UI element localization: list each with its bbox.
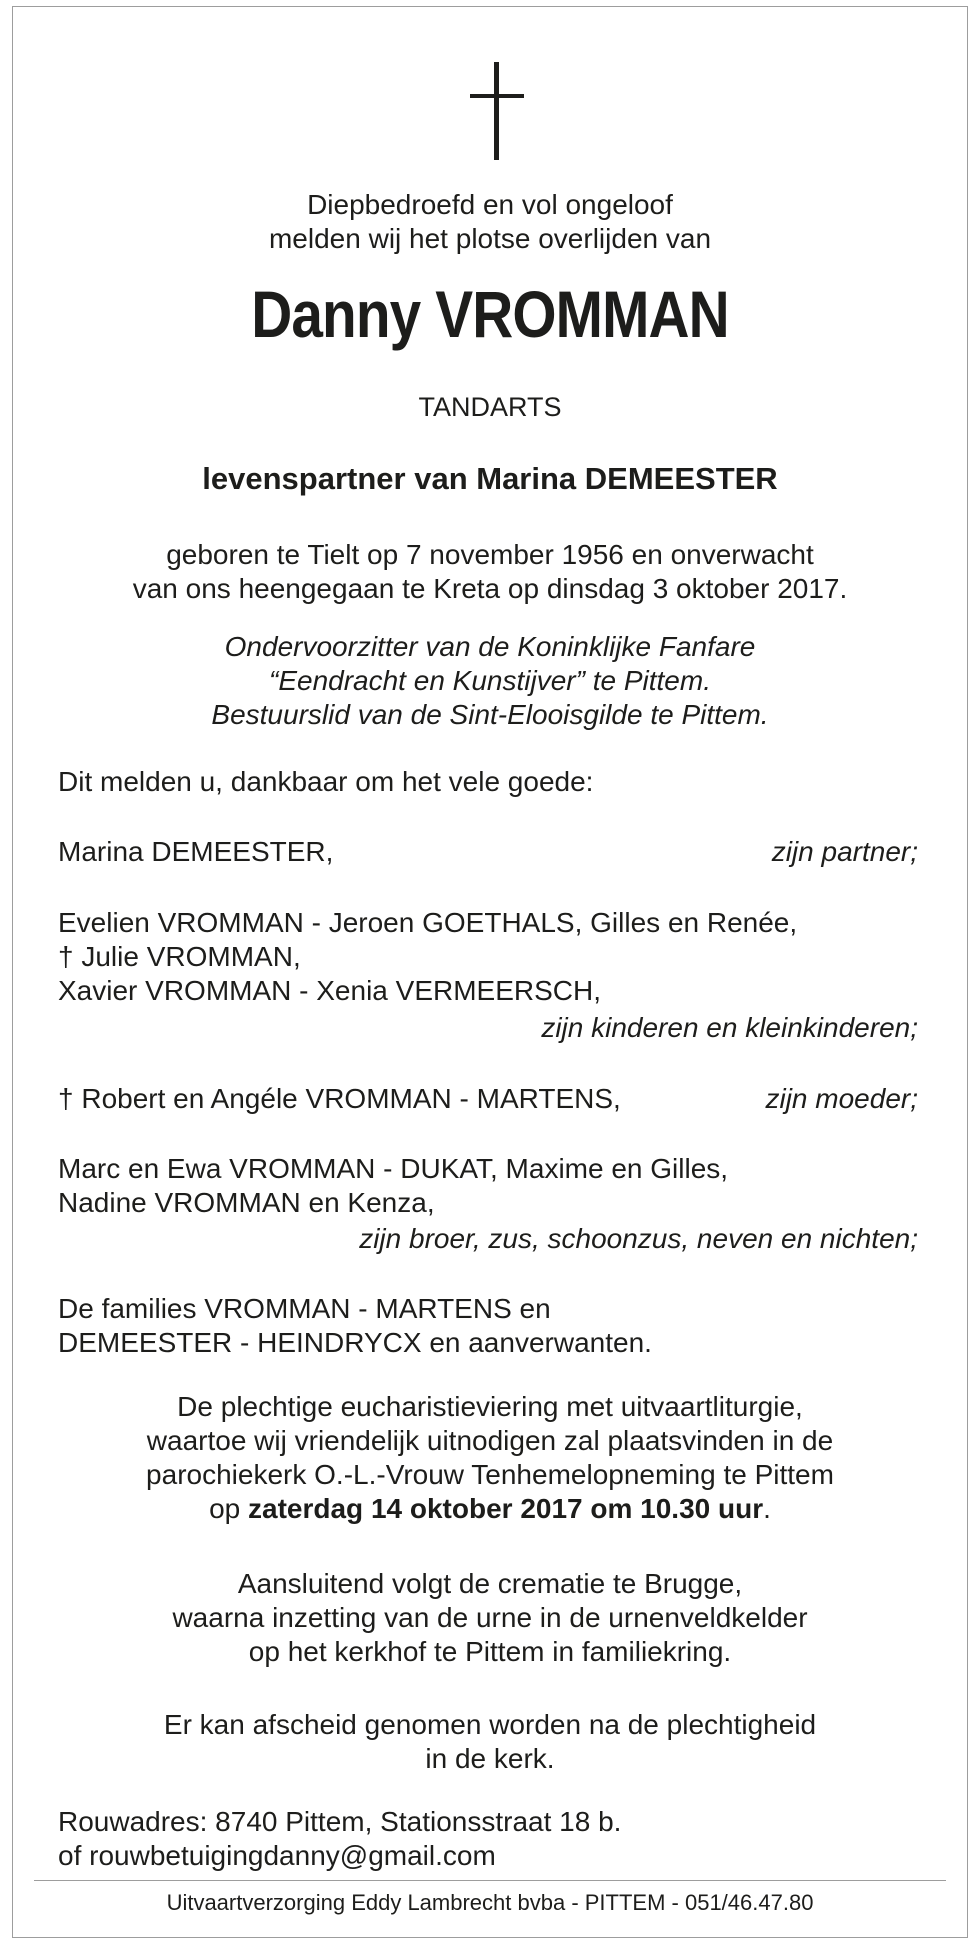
footer-divider bbox=[34, 1880, 946, 1881]
ceremony-text: De plechtige eucharistieviering met uitvaartliturgie, waartoe wij vriendelijk uitnodigen zal plaatsvinden in de parochiekerk O.-L.-Vrouw Tenhemelopneming te Pittem op zaterdag 14 oktober 2017 om 10.30 uur. bbox=[0, 1390, 980, 1526]
family-parents: † Robert en Angéle VROMMAN - MARTENS, bbox=[58, 1083, 621, 1114]
partner-line: levenspartner van Marina DEMEESTER bbox=[202, 461, 778, 496]
family-families: De families VROMMAN - MARTENS en DEMEESTER - HEINDRYCX en aanverwanten. bbox=[58, 1293, 652, 1358]
profession: TANDARTS bbox=[418, 392, 562, 422]
intro-text: Diepbedroefd en vol ongeloof melden wij het plotse overlijden van bbox=[268, 189, 712, 254]
footer-text: Uitvaartverzorging Eddy Lambrecht bvba - PITTEM - 051/46.47.80 bbox=[166, 1890, 814, 1915]
family-children-role: zijn kinderen en kleinkinderen; bbox=[541, 1012, 918, 1043]
family-partner-role: zijn partner; bbox=[771, 836, 918, 867]
farewell-text: Er kan afscheid genomen worden na de plechtigheid in de kerk. bbox=[163, 1709, 817, 1774]
family-siblings-role: zijn broer, zus, schoonzus, neven en nichten; bbox=[359, 1223, 918, 1254]
family-siblings: Marc en Ewa VROMMAN - DUKAT, Maxime en Gilles, Nadine VROMMAN en Kenza, bbox=[58, 1153, 729, 1218]
deceased-name: Danny VROMMAN bbox=[251, 277, 729, 351]
cross-icon bbox=[470, 62, 524, 160]
family-children: Evelien VROMMAN - Jeroen GOETHALS, Gilles en Renée, † Julie VROMMAN, Xavier VROMMAN - Xenia VERMEERSCH, bbox=[58, 907, 798, 1006]
birth-death-text: geboren te Tielt op 7 november 1956 en onverwacht van ons heengegaan te Kreta op dinsdag 3 oktober 2017. bbox=[132, 539, 848, 604]
family-partner-name: Marina DEMEESTER, bbox=[58, 836, 334, 867]
cremation-text: Aansluitend volgt de crematie te Brugge, waarna inzetting van de urne in de urnenveldkelder op het kerkhof te Pittem in familiekring. bbox=[172, 1568, 808, 1667]
roles-text: Ondervoorzitter van de Koninklijke Fanfare “Eendracht en Kunstijver” te Pittem. Bestuurslid van de Sint-Elooisgilde te Pittem. bbox=[211, 631, 769, 730]
ceremony-date: op zaterdag 14 oktober 2017 om 10.30 uur. bbox=[209, 1493, 771, 1524]
announce-text: Dit melden u, dankbaar om het vele goede: bbox=[58, 766, 594, 797]
family-parents-role: zijn moeder; bbox=[765, 1083, 918, 1114]
address-text: Rouwadres: 8740 Pittem, Stationsstraat 18 b. of rouwbetuigingdanny@gmail.com bbox=[58, 1806, 622, 1871]
